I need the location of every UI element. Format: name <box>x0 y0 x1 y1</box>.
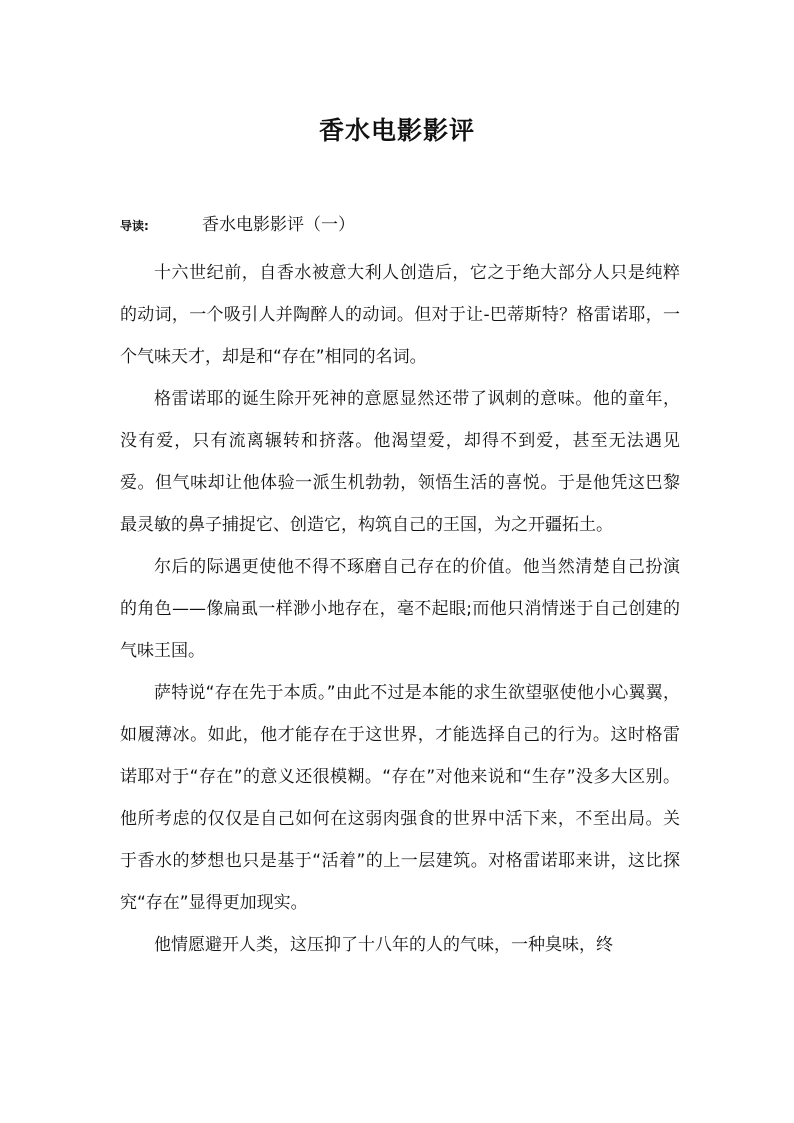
paragraph-3: 尔后的际遇更使他不得不琢磨自己存在的价值。他当然清楚自己扮演的角色——像扁虱一样渺小地存在，毫不起眼;而他只消情迷于自己创建的气味王国。 <box>120 557 680 661</box>
lead-text: 香水电影影评（一） <box>202 215 355 235</box>
paragraph-2: 格雷诺耶的诞生除开死神的意愿显然还带了讽刺的意味。他的童年，没有爱，只有流离辗转和挤落。他渴望爱，却得不到爱，甚至无法遇见爱。但气味却让他体验一派生机勃勃，领悟生活的喜悦。于是他凭这巴黎最灵敏的鼻子捕捉它、创造它，构筑自己的王国，为之开疆拓土。 <box>120 389 680 535</box>
paragraph-4: 萨特说“存在先于本质。”由此不过是本能的求生欲望驱使他小心翼翼，如履薄冰。如此，他才能存在于这世界，才能选择自己的行为。这时格雷诺耶对于“存在”的意义还很模糊。“存在”对他来说和“生存”没多大区别。他所考虑的仅仅是自己如何在这弱肉强食的世界中活下来，不至出局。关于香水的梦想也只是基于“活着”的上一层建筑。对格雷诺耶来讲，这比探究“存在”显得更加现实。 <box>120 683 680 913</box>
lead-label: 导读: <box>120 219 149 233</box>
lead-section <box>120 212 680 240</box>
paragraph-1: 十六世纪前，自香水被意大利人创造后，它之于绝大部分人只是纯粹的动词，一个吸引人并陶醉人的动词。但对于让-巴蒂斯特？格雷诺耶，一个气味天才，却是和“存在”相同的名词。 <box>120 263 680 367</box>
document-title: 香水电影影评 <box>318 116 475 145</box>
paragraph-5: 他情愿避开人类，这压抑了十八年的人的气味，一种臭味，终 <box>154 935 613 955</box>
article-body <box>120 252 680 966</box>
